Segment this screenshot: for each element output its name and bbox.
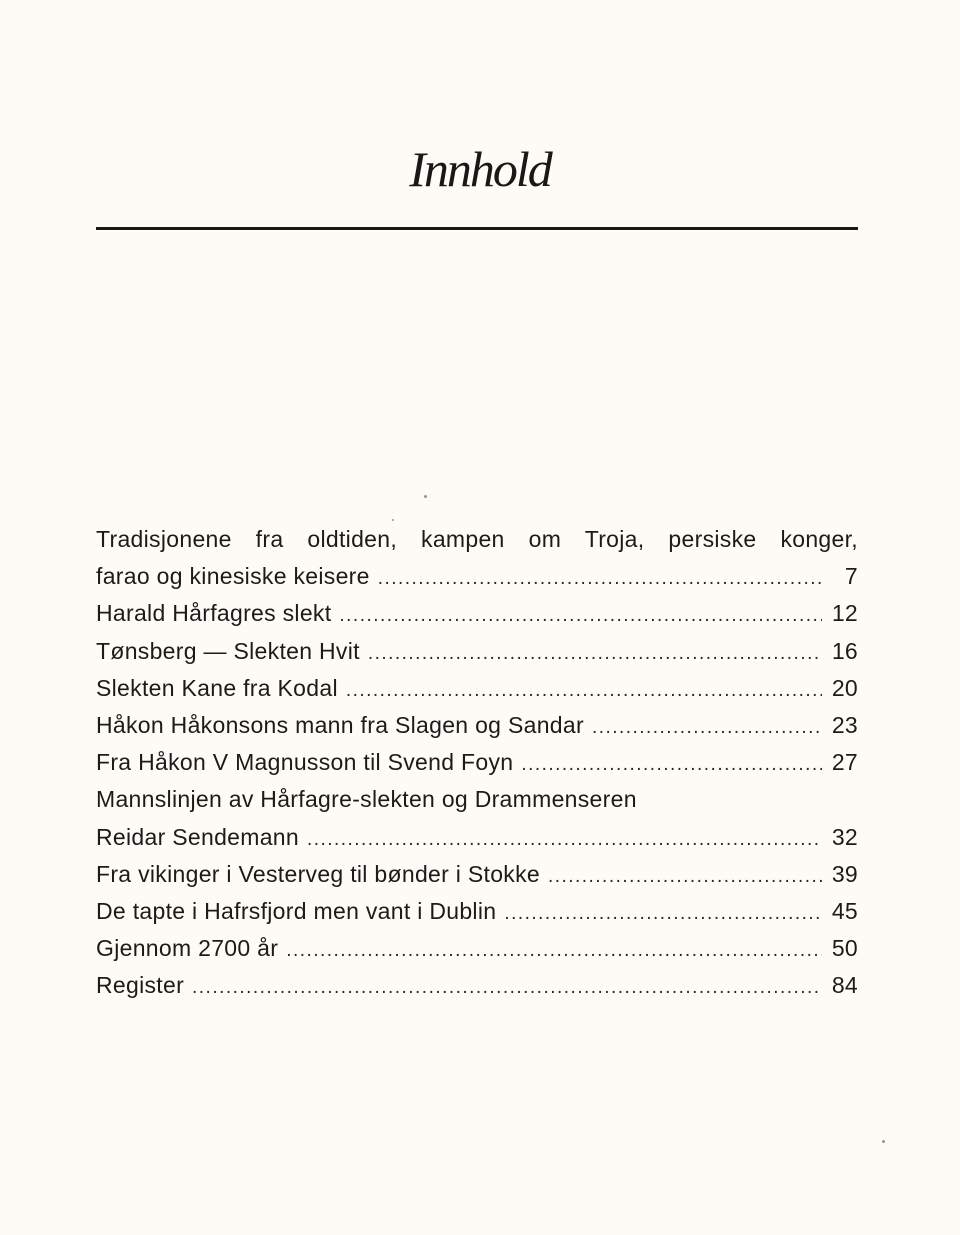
dot-leader [548, 858, 822, 895]
toc-entry-page: 23 [831, 711, 858, 738]
toc-entry-title: farao og kinesiske keisere [96, 563, 370, 590]
toc-entry [96, 967, 858, 1004]
paper-speck [392, 519, 394, 521]
toc-entry-page: 50 [831, 935, 858, 962]
dot-leader [339, 597, 822, 634]
toc-entry-title: Tradisjonene fra oldtiden, kampen om Troja, persiske konger, [96, 526, 858, 552]
dot-leader [346, 672, 822, 709]
toc-entry [96, 595, 858, 632]
toc-entry-title: De tapte i Hafrsfjord men vant i Dublin [96, 897, 497, 924]
toc-entry-title: Register [96, 972, 185, 999]
toc-entry-page: 16 [831, 637, 858, 664]
toc-entry-page: 20 [831, 674, 858, 701]
toc-entry [96, 893, 858, 930]
dot-leader [286, 932, 822, 969]
toc-entry [96, 819, 858, 856]
toc-entry [96, 670, 858, 707]
toc-entry [96, 781, 858, 818]
toc-entry-title: Harald Hårfagres slekt [96, 600, 332, 627]
toc-entry-title: Håkon Håkonsons mann fra Slagen og Sandar [96, 711, 584, 738]
toc-entry-page: 7 [844, 563, 858, 590]
paper-speck [882, 1140, 885, 1143]
toc-entry-title: Fra vikinger i Vesterveg til bønder i Stokke [96, 860, 540, 887]
toc-entry [96, 633, 858, 670]
toc-entry-title: Fra Håkon V Magnusson til Svend Foyn [96, 749, 514, 776]
title-rule [96, 227, 858, 230]
toc-entry [96, 930, 858, 967]
toc-entry-title: Mannslinjen av Hårfagre-slekten og Drammenseren [96, 786, 637, 813]
dot-leader [192, 969, 822, 1006]
toc-entry-page: 32 [831, 823, 858, 850]
dot-leader [378, 560, 822, 597]
paper-speck [424, 495, 427, 498]
toc-entry [96, 744, 858, 781]
toc-entry-page: 27 [831, 749, 858, 776]
toc-entry-page: 12 [831, 600, 858, 627]
dot-leader [504, 895, 822, 932]
table-of-contents [96, 521, 858, 1004]
toc-entry [96, 856, 858, 893]
toc-entry-page: 84 [831, 972, 858, 999]
dot-leader [307, 821, 822, 858]
page-title: Innhold [409, 141, 551, 197]
toc-entry-title: Slekten Kane fra Kodal [96, 674, 338, 701]
toc-entry [96, 521, 858, 558]
toc-entry-title: Gjennom 2700 år [96, 935, 279, 962]
toc-entry-page: 45 [831, 897, 858, 924]
toc-entry-title: Tønsberg — Slekten Hvit [96, 637, 360, 664]
toc-entry-page: 39 [831, 860, 858, 887]
dot-leader [521, 746, 822, 783]
dot-leader [592, 709, 822, 746]
toc-entry [96, 558, 858, 595]
toc-entry-title: Reidar Sendemann [96, 823, 299, 850]
toc-entry [96, 707, 858, 744]
dot-leader [368, 635, 822, 672]
